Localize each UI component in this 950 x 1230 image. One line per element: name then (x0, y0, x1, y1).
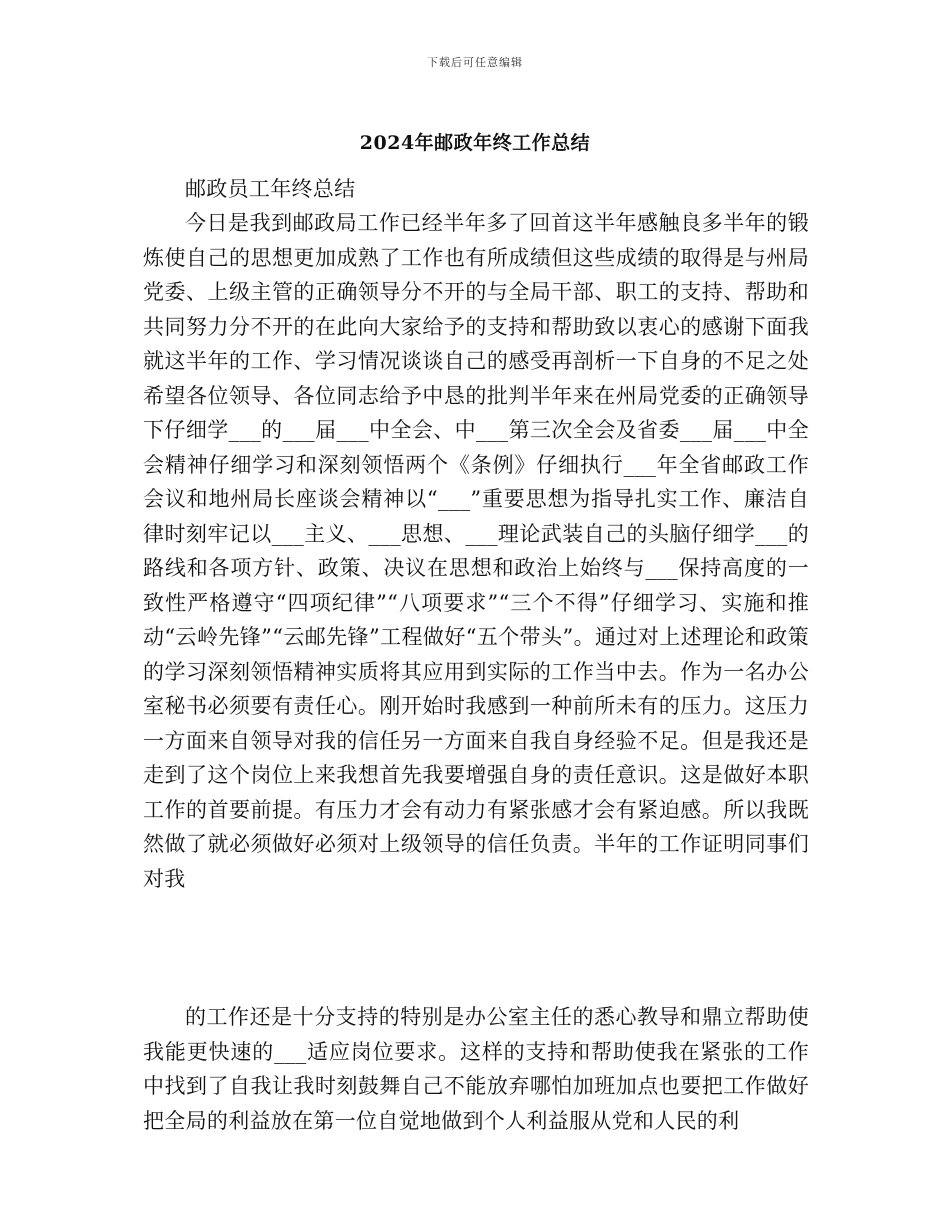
body-paragraph-1: 今日是我到邮政局工作已经半年多了回首这半年感触良多半年的锻炼使自己的思想更加成熟了工作也有所成绩但这些成绩的取得是与州局党委、上级主管的正确领导分不开的与全局干部、职工的支持、帮助和共同努力分不开的在此向大家给予的支持和帮助致以衷心的感谢下面我就这半年的工作、学习情况谈谈自己的感受再剖析一下自身的不足之处希望各位领导、各位同志给予中恳的批判半年来在州局党委的正确领导下仔细学___的___届___中全会、中___第三次全会及省委___届___中全会精神仔细学习和深刻领悟两个《条例》仔细执行___年全省邮政工作会议和地州局长座谈会精神以“___”重要思想为指导扎实工作、廉洁自律时刻牢记以___主义、___思想、___理论武装自己的头脑仔细学___的路线和各项方针、政策、决议在思想和政治上始终与___保持高度的一致性严格遵守“四项纪律”“八项要求”“三个不得”仔细学习、实施和推动“云岭先锋”“云邮先锋”工程做好“五个带头”。通过对上述理论和政策的学习深刻领悟精神实质将其应用到实际的工作当中去。作为一名办公室秘书必须要有责任心。刚开始时我感到一种前所未有的压力。这压力一方面来自领导对我的信任另一方面来自我自身经验不足。但是我还是走到了这个岗位上来我想首先我要增强自身的责任意识。这是做好本职工作的首要前提。有压力才会有动力有紧张感才会有紧迫感。所以我既然做了就必须做好必须对上级领导的信任负责。半年的工作证明同事们对我 (143, 211, 809, 891)
header-note: 下载后可任意编辑 (427, 56, 523, 69)
document-subtitle: 邮政员工年终总结 (185, 177, 356, 201)
document-title: 2024年邮政年终工作总结 (359, 132, 591, 154)
body-paragraph-2: 的工作还是十分支持的特别是办公室主任的悉心教导和鼎立帮助使我能更快速的___适应岗位要求。这样的支持和帮助使我在紧张的工作中找到了自我让我时刻鼓舞自己不能放弃哪怕加班加点也要把工作做好把全局的利益放在第一位自觉地做到个人利益服从党和人民的利 (143, 1005, 809, 1133)
